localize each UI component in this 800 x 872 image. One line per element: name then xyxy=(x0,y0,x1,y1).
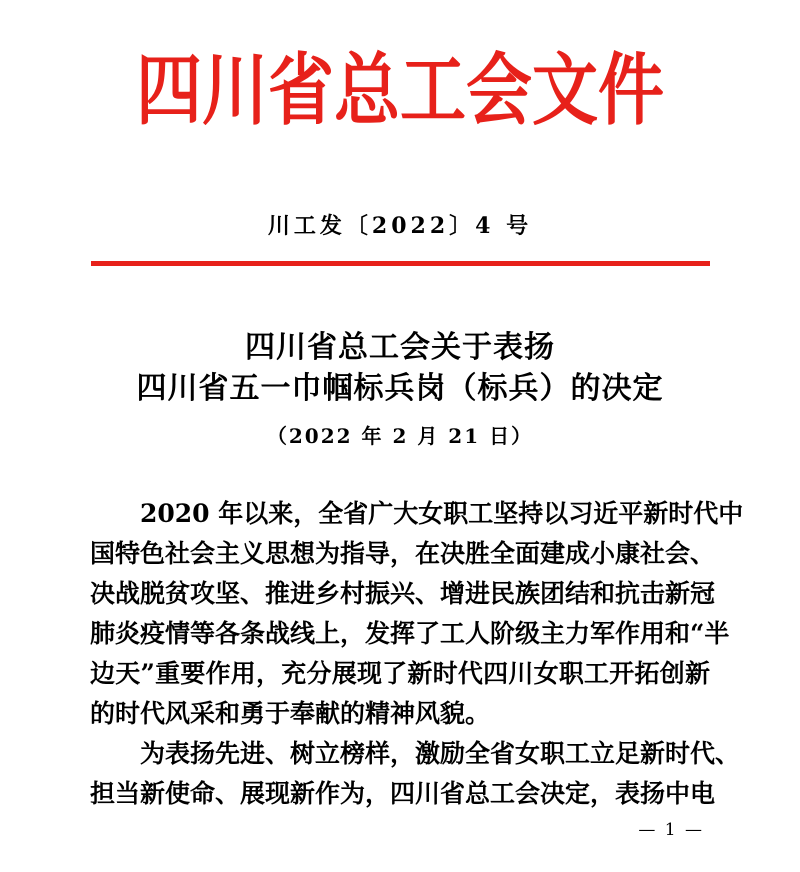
document-date: （2022 年 2 月 21 日） xyxy=(266,424,534,448)
body-paragraph1-line4: 肺炎疫情等各条战线上，发挥了工人阶级主力军作用和“半 xyxy=(90,619,730,648)
document-title xyxy=(90,327,710,409)
document-title-line2: 四川省五一巾帼标兵岗（标兵）的决定 xyxy=(136,371,664,406)
body-paragraph2-line1: 为表扬先进、树立榜样，激励全省女职工立足新时代、 xyxy=(140,739,741,768)
red-header-org-title: 四川省总工会文件 xyxy=(136,44,664,137)
page-number: — 1 — xyxy=(638,820,704,840)
body-paragraph1-line2: 国特色社会主义思想为指导，在决胜全面建成小康社会、 xyxy=(90,539,716,568)
document-title-line1: 四川省总工会关于表扬 xyxy=(245,330,555,365)
document-number: 川工发〔2022〕4 号 xyxy=(267,213,533,239)
document-body xyxy=(90,494,744,814)
body-paragraph1-line5: 边天”重要作用，充分展现了新时代四川女职工开拓创新 xyxy=(90,659,710,688)
red-divider-line xyxy=(91,261,710,266)
body-paragraph1-line1: 2020 年以来，全省广大女职工坚持以习近平新时代中 xyxy=(140,499,744,528)
body-paragraph1-line3: 决战脱贫攻坚、推进乡村振兴、增进民族团结和抗击新冠 xyxy=(90,579,716,608)
body-paragraph2-line2: 担当新使命、展现新作为，四川省总工会决定，表扬中电 xyxy=(90,779,716,808)
body-paragraph1-line6: 的时代风采和勇于奉献的精神风貌。 xyxy=(90,699,491,728)
